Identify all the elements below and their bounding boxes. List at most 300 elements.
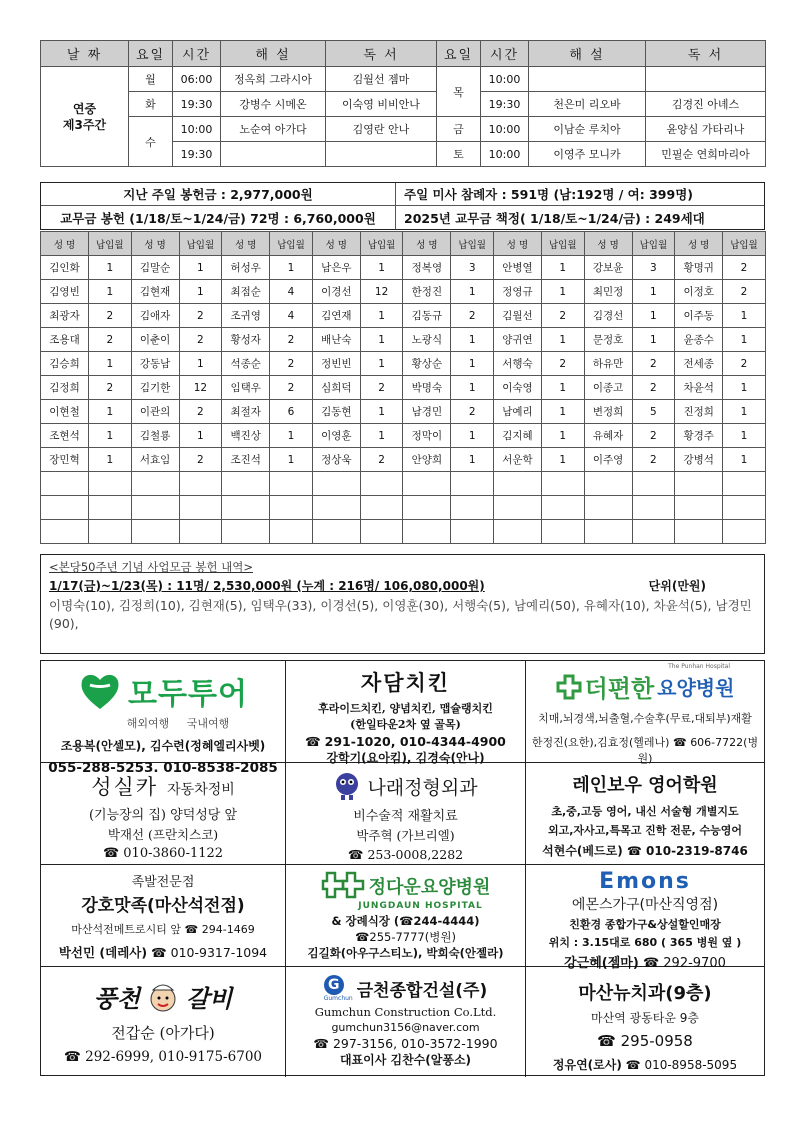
- commentary-cell: 노순여 아가다: [221, 117, 326, 142]
- dues-payment-table: [40, 231, 766, 544]
- months-paid: 2: [270, 328, 313, 352]
- modoo-heart-icon: [78, 671, 122, 711]
- member-name: 안양희: [403, 448, 451, 472]
- member-name: 이정호: [675, 280, 723, 304]
- dental-contact: [530, 1056, 760, 1073]
- member-name: 노광식: [403, 328, 451, 352]
- months-paid: 1: [360, 328, 403, 352]
- sungsil-title2: 자동차정비: [167, 782, 235, 798]
- reading-cell: 김영란 안나: [326, 117, 437, 142]
- summary-row: [41, 206, 764, 229]
- months-paid: 2: [179, 304, 222, 328]
- months-paid: 2: [541, 304, 584, 328]
- sungsil-title-row: [45, 771, 281, 801]
- col-header: 요일: [437, 41, 481, 67]
- member-name: 김현재: [131, 280, 179, 304]
- dues-total: 교무금 봉헌 (1/18/토~1/24/금) 72명 : 6,760,000원: [41, 206, 396, 229]
- months-paid: 1: [270, 256, 313, 280]
- months-paid: 2: [451, 400, 494, 424]
- ad-gangho-jokbal: [41, 865, 286, 967]
- jadam-title: 자담치킨: [360, 671, 451, 695]
- months-paid: 2: [360, 448, 403, 472]
- ad-deopyeon-hospital: [526, 661, 764, 763]
- phone-icon: ☎: [625, 1058, 641, 1072]
- ad-jadam-chicken: [286, 661, 526, 763]
- narae-phone: 253-0008,2282: [367, 847, 464, 862]
- member-name: [584, 496, 632, 520]
- months-paid: 1: [360, 256, 403, 280]
- months-paid: [723, 496, 766, 520]
- col-header-name: 성 명: [675, 232, 723, 256]
- member-name: 허성우: [222, 256, 270, 280]
- months-paid: [632, 496, 675, 520]
- schedule-row: [41, 67, 766, 92]
- member-name: 조현석: [41, 424, 89, 448]
- member-name: [584, 472, 632, 496]
- months-paid: 1: [179, 280, 222, 304]
- dental-person: 정유연(로사): [552, 1058, 622, 1072]
- reading-cell: [326, 142, 437, 167]
- months-paid: 1: [723, 400, 766, 424]
- months-paid: 2: [89, 376, 132, 400]
- member-name: [403, 520, 451, 544]
- months-paid: 1: [632, 280, 675, 304]
- months-paid: [451, 496, 494, 520]
- member-name: 정빈빈: [312, 352, 360, 376]
- col-header-month: 납입월: [723, 232, 766, 256]
- schedule-header-row: [41, 41, 766, 67]
- grid-row: [41, 352, 766, 376]
- chef-mascot-icon: [146, 980, 180, 1014]
- member-name: 이종고: [584, 376, 632, 400]
- months-paid: 1: [179, 352, 222, 376]
- geumcheon-phone: 297-3156, 010-3572-1990: [332, 1036, 498, 1051]
- months-paid: 1: [89, 280, 132, 304]
- col-header-month: 납입월: [179, 232, 222, 256]
- narae-phone-row: [290, 847, 521, 862]
- gangho-phone2: 010-9317-1094: [170, 945, 268, 960]
- months-paid: 1: [89, 400, 132, 424]
- rainbow-title: 레인보우 영어학원: [572, 775, 718, 796]
- time-cell: 19:30: [173, 92, 221, 117]
- member-name: 이춘이: [131, 328, 179, 352]
- member-name: 김경선: [584, 304, 632, 328]
- phone-icon: ☎: [102, 846, 120, 861]
- time-cell: 19:30: [481, 92, 529, 117]
- months-paid: 2: [179, 400, 222, 424]
- member-name: 김철룡: [131, 424, 179, 448]
- months-paid: 2: [632, 424, 675, 448]
- geumcheon-logo: [324, 975, 353, 1002]
- deopyeon-tagline: The Punhan Hospital: [668, 663, 730, 670]
- member-name: [41, 520, 89, 544]
- modoo-sub-domestic: 국내여행: [186, 717, 230, 730]
- col-header-month: 납입월: [360, 232, 403, 256]
- member-name: 석종순: [222, 352, 270, 376]
- jungdaun-en: JUNGDAUN HOSPITAL: [358, 901, 483, 911]
- months-paid: 4: [270, 304, 313, 328]
- col-header-month: 납입월: [541, 232, 584, 256]
- member-name: [222, 472, 270, 496]
- week-label: [41, 67, 129, 167]
- dental-phone2: 010-8958-5095: [644, 1058, 738, 1072]
- member-name: [584, 520, 632, 544]
- jungdaun-funeral-row: & 장례식장 (☎244-4444): [331, 914, 480, 928]
- grid-row: [41, 520, 766, 544]
- months-paid: 1: [360, 352, 403, 376]
- months-paid: [632, 472, 675, 496]
- months-paid: 1: [541, 376, 584, 400]
- months-paid: 12: [179, 376, 222, 400]
- notice-period-row: [49, 577, 756, 594]
- rainbow-line2: 외고,자사고,특목고 진학 전문, 수능영어: [547, 824, 743, 837]
- member-name: 남예리: [493, 400, 541, 424]
- member-name: 김기한: [131, 376, 179, 400]
- months-paid: 1: [89, 424, 132, 448]
- months-paid: 1: [723, 328, 766, 352]
- member-name: [403, 472, 451, 496]
- member-name: 황상순: [403, 352, 451, 376]
- member-name: 강병석: [675, 448, 723, 472]
- months-paid: 2: [89, 304, 132, 328]
- grid-row: [41, 424, 766, 448]
- notice-unit: 단위(만원): [648, 579, 706, 593]
- months-paid: 3: [632, 256, 675, 280]
- phone-icon: ☎: [313, 1036, 329, 1051]
- phone-icon: ☎: [184, 923, 199, 936]
- member-name: 남은우: [312, 256, 360, 280]
- col-header-name: 성 명: [41, 232, 89, 256]
- phone-icon: ☎: [597, 1032, 616, 1050]
- modoo-sub: [75, 715, 281, 731]
- member-name: [41, 472, 89, 496]
- member-name: 문정호: [584, 328, 632, 352]
- anniversary-donation-notice: [40, 554, 765, 654]
- member-name: 윤종수: [675, 328, 723, 352]
- ad-rainbow-academy: [526, 763, 764, 865]
- grid-row: [41, 400, 766, 424]
- months-paid: 1: [89, 256, 132, 280]
- geumcheon-ceo: 대표이사 김찬수(알퐁소): [339, 1053, 472, 1067]
- summary-row: [41, 183, 764, 206]
- member-name: 서효임: [131, 448, 179, 472]
- member-name: 김영빈: [41, 280, 89, 304]
- months-paid: 2: [179, 328, 222, 352]
- offering-summary: [40, 182, 765, 230]
- member-name: 김지혜: [493, 424, 541, 448]
- col-header-name: 성 명: [312, 232, 360, 256]
- rainbow-line1: 초,중,고등 영어, 내신 서술형 개별지도: [551, 805, 739, 818]
- reading-cell: [646, 67, 766, 92]
- member-name: 최점순: [222, 280, 270, 304]
- phone-icon: ☎: [355, 930, 370, 944]
- col-header-month: 납입월: [451, 232, 494, 256]
- grid-row: [41, 256, 766, 280]
- time-cell: 10:00: [481, 142, 529, 167]
- months-paid: 6: [270, 400, 313, 424]
- member-name: [312, 496, 360, 520]
- sungsil-line1: (기능장의 집) 양덕성당 앞: [88, 808, 238, 823]
- member-name: 조진석: [222, 448, 270, 472]
- member-name: [222, 496, 270, 520]
- time-cell: 10:00: [481, 67, 529, 92]
- member-name: 이경선: [312, 280, 360, 304]
- member-name: 강동남: [131, 352, 179, 376]
- col-header-name: 성 명: [493, 232, 541, 256]
- months-paid: 1: [360, 424, 403, 448]
- grid-row: [41, 280, 766, 304]
- member-name: 정상욱: [312, 448, 360, 472]
- member-name: 김연재: [312, 304, 360, 328]
- jadam-phone-row: [290, 734, 521, 749]
- commentary-cell: [221, 142, 326, 167]
- time-cell: 10:00: [481, 117, 529, 142]
- reading-cell: 윤양심 가타리나: [646, 117, 766, 142]
- sungsil-phone-row: [45, 846, 281, 861]
- phone-icon: ☎: [626, 844, 642, 858]
- gangho-loc-row: [45, 921, 281, 937]
- member-name: 하유만: [584, 352, 632, 376]
- months-paid: [541, 472, 584, 496]
- member-name: 이주동: [675, 304, 723, 328]
- member-name: 심희덕: [312, 376, 360, 400]
- dental-phone: 295-0958: [620, 1032, 693, 1050]
- mascot-icon: [333, 771, 361, 801]
- months-paid: 1: [451, 448, 494, 472]
- member-name: [675, 496, 723, 520]
- member-name: 조귀영: [222, 304, 270, 328]
- ad-modoo-tour: [41, 661, 286, 776]
- months-paid: 1: [541, 256, 584, 280]
- member-name: [131, 496, 179, 520]
- gangho-phone1: 294-1469: [201, 923, 255, 936]
- months-paid: 1: [89, 352, 132, 376]
- months-paid: [723, 472, 766, 496]
- months-paid: 1: [270, 448, 313, 472]
- col-header: 요일: [129, 41, 173, 67]
- member-name: [493, 496, 541, 520]
- member-name: 진정희: [675, 400, 723, 424]
- commentary-cell: 강병수 시메온: [221, 92, 326, 117]
- deopyeon-logo: 더편한: [584, 675, 655, 703]
- member-name: [675, 520, 723, 544]
- emons-logo: Emons: [599, 869, 691, 894]
- dental-title: 마산뉴치과(9층): [578, 983, 712, 1004]
- offering-total: 지난 주일 봉헌금 : 2,977,000원: [41, 183, 396, 205]
- months-paid: 1: [541, 424, 584, 448]
- day-cell: 토: [437, 142, 481, 167]
- emons-title: 에몬스가구(마산직영점): [571, 897, 719, 913]
- months-paid: 2: [451, 304, 494, 328]
- reading-cell: 민필순 연희마리아: [646, 142, 766, 167]
- member-name: 박명숙: [403, 376, 451, 400]
- months-paid: 1: [541, 280, 584, 304]
- months-paid: 1: [723, 424, 766, 448]
- ad-geumcheon-construction: [286, 967, 526, 1077]
- grid-row: [41, 472, 766, 496]
- member-name: 이숙영: [493, 376, 541, 400]
- day-cell: 수: [129, 117, 173, 167]
- months-paid: [360, 496, 403, 520]
- member-name: [493, 520, 541, 544]
- phone-icon: ☎: [64, 1049, 81, 1065]
- months-paid: 2: [541, 352, 584, 376]
- col-header-month: 납입월: [89, 232, 132, 256]
- member-name: 배난숙: [312, 328, 360, 352]
- member-name: 김승희: [41, 352, 89, 376]
- col-header-name: 성 명: [403, 232, 451, 256]
- deopyeon-people: 한정진(요한),김효정(헬레나): [531, 736, 670, 749]
- months-paid: 1: [723, 376, 766, 400]
- months-paid: 1: [723, 304, 766, 328]
- grid-row: [41, 328, 766, 352]
- sungsil-title: 성실카: [91, 775, 159, 799]
- gangho-title: 강호맛족(마산석전점): [81, 896, 245, 916]
- member-name: 장민혁: [41, 448, 89, 472]
- pungcheon-phone: 292-6999, 010-9175-6700: [85, 1049, 262, 1065]
- deopyeon-line1: 치매,뇌경색,뇌출혈,수술후(무료,대퇴부)재활: [538, 712, 752, 725]
- months-paid: 1: [723, 448, 766, 472]
- member-name: 최민정: [584, 280, 632, 304]
- mass-attendance: 주일 미사 참례자 : 591명 (남:192명 / 여: 399명): [404, 187, 693, 202]
- sungsil-phone: 010-3860-1122: [123, 846, 224, 861]
- emons-line1: 친환경 종합가구&상설할인매장: [569, 918, 721, 931]
- commentary-cell: 천은미 리오바: [529, 92, 646, 117]
- months-paid: [451, 520, 494, 544]
- months-paid: 4: [270, 280, 313, 304]
- liturgy-schedule-table: [40, 40, 766, 167]
- member-name: 백진상: [222, 424, 270, 448]
- member-name: 정막이: [403, 424, 451, 448]
- ad-pungcheon-galbi: [41, 967, 286, 1077]
- member-name: 김말순: [131, 256, 179, 280]
- time-cell: 10:00: [173, 117, 221, 142]
- phone-icon: ☎: [642, 956, 660, 971]
- gangho-pre: 족발전문점: [131, 875, 195, 890]
- member-name: 이주영: [584, 448, 632, 472]
- deopyeon-logo-sub: 요양병원: [657, 676, 735, 700]
- member-name: 김월선: [493, 304, 541, 328]
- months-paid: 1: [179, 256, 222, 280]
- months-paid: [270, 472, 313, 496]
- months-paid: 2: [632, 448, 675, 472]
- modoo-sub-overseas: 해외여행: [126, 717, 170, 730]
- member-name: [493, 472, 541, 496]
- months-paid: [179, 496, 222, 520]
- months-paid: [89, 472, 132, 496]
- time-cell: 19:30: [173, 142, 221, 167]
- months-paid: 2: [723, 256, 766, 280]
- member-name: 이현철: [41, 400, 89, 424]
- grid-row: [41, 376, 766, 400]
- jungdaun-cross-icon: [321, 871, 365, 901]
- jungdaun-phone2-row: [290, 929, 521, 945]
- member-name: [131, 520, 179, 544]
- col-header: 시간: [481, 41, 529, 67]
- months-paid: 2: [360, 376, 403, 400]
- col-header-month: 납입월: [270, 232, 313, 256]
- time-cell: 06:00: [173, 67, 221, 92]
- months-paid: 1: [89, 448, 132, 472]
- col-header-name: 성 명: [131, 232, 179, 256]
- months-paid: 2: [632, 352, 675, 376]
- months-paid: 1: [632, 304, 675, 328]
- months-paid: [723, 520, 766, 544]
- pungcheon-person: 전갑순 (아가다): [111, 1024, 215, 1042]
- gangho-person: 박선민 (데레사): [58, 945, 148, 960]
- phone-icon: ☎: [347, 847, 364, 862]
- emons-phone: 292-9700: [663, 956, 726, 971]
- day-cell: 목: [437, 67, 481, 117]
- rainbow-person: 석현수(베드로): [542, 844, 623, 858]
- member-name: 양귀연: [493, 328, 541, 352]
- sponsor-ads-grid: [40, 660, 765, 1076]
- months-paid: [270, 520, 313, 544]
- jungdaun-people: 김길화(아우구스티노), 박희숙(안젤라): [307, 946, 504, 960]
- dental-location: 마산역 광동타운 9층: [590, 1011, 699, 1025]
- col-header: 독 서: [326, 41, 437, 67]
- months-paid: 1: [451, 352, 494, 376]
- phone-icon: ☎: [305, 734, 321, 749]
- col-header: 날 짜: [41, 41, 129, 67]
- geumcheon-phone-row: [290, 1036, 521, 1051]
- jungdaun-phone2: 255-7777(병원): [369, 930, 456, 944]
- member-name: 김정희: [41, 376, 89, 400]
- member-name: 이관의: [131, 400, 179, 424]
- grid-row: [41, 448, 766, 472]
- jungdaun-phone1: 244-4444: [413, 914, 475, 928]
- months-paid: 2: [89, 328, 132, 352]
- months-paid: [270, 496, 313, 520]
- months-paid: 5: [632, 400, 675, 424]
- member-name: 차윤석: [675, 376, 723, 400]
- member-name: [403, 496, 451, 520]
- months-paid: 2: [270, 376, 313, 400]
- grid-row: [41, 304, 766, 328]
- modoo-logo: 모두투어: [128, 677, 248, 712]
- gangho-location: 마산석전메트로시티 앞: [71, 923, 182, 936]
- member-name: 최절자: [222, 400, 270, 424]
- day-cell: 월: [129, 67, 173, 92]
- months-paid: [360, 520, 403, 544]
- member-name: [222, 520, 270, 544]
- member-name: 변정희: [584, 400, 632, 424]
- months-paid: [89, 496, 132, 520]
- pungcheon-phone-row: [45, 1049, 281, 1065]
- reading-cell: 김경진 아녜스: [646, 92, 766, 117]
- modoo-phone: 055-288-5253. 010-8538-2085: [48, 760, 278, 776]
- member-name: 서운학: [493, 448, 541, 472]
- phone-icon: ☎: [151, 945, 167, 960]
- reading-cell: 이숙영 비비안나: [326, 92, 437, 117]
- col-header-month: 납입월: [632, 232, 675, 256]
- jadam-menu: 후라이드치킨, 양념치킨, 맵슐랭치킨: [318, 702, 493, 715]
- months-paid: 2: [179, 448, 222, 472]
- months-paid: 1: [451, 424, 494, 448]
- months-paid: 1: [179, 424, 222, 448]
- jadam-location: (한일타운2차 옆 골목): [350, 718, 461, 731]
- months-paid: [451, 472, 494, 496]
- member-name: 김동현: [312, 400, 360, 424]
- dues-households: 2025년 교무금 책정( 1/18/토~1/24/금) : 249세대: [404, 210, 705, 226]
- jadam-people: 강학기(요아킴), 김경숙(안나): [326, 751, 485, 765]
- member-name: [675, 472, 723, 496]
- narae-person: 박주혁 (가브리엘): [356, 828, 455, 843]
- narae-title: 나래정형외과: [367, 776, 478, 799]
- cross-icon: [556, 674, 582, 700]
- geumcheon-g-icon: G: [324, 975, 344, 995]
- months-paid: [541, 496, 584, 520]
